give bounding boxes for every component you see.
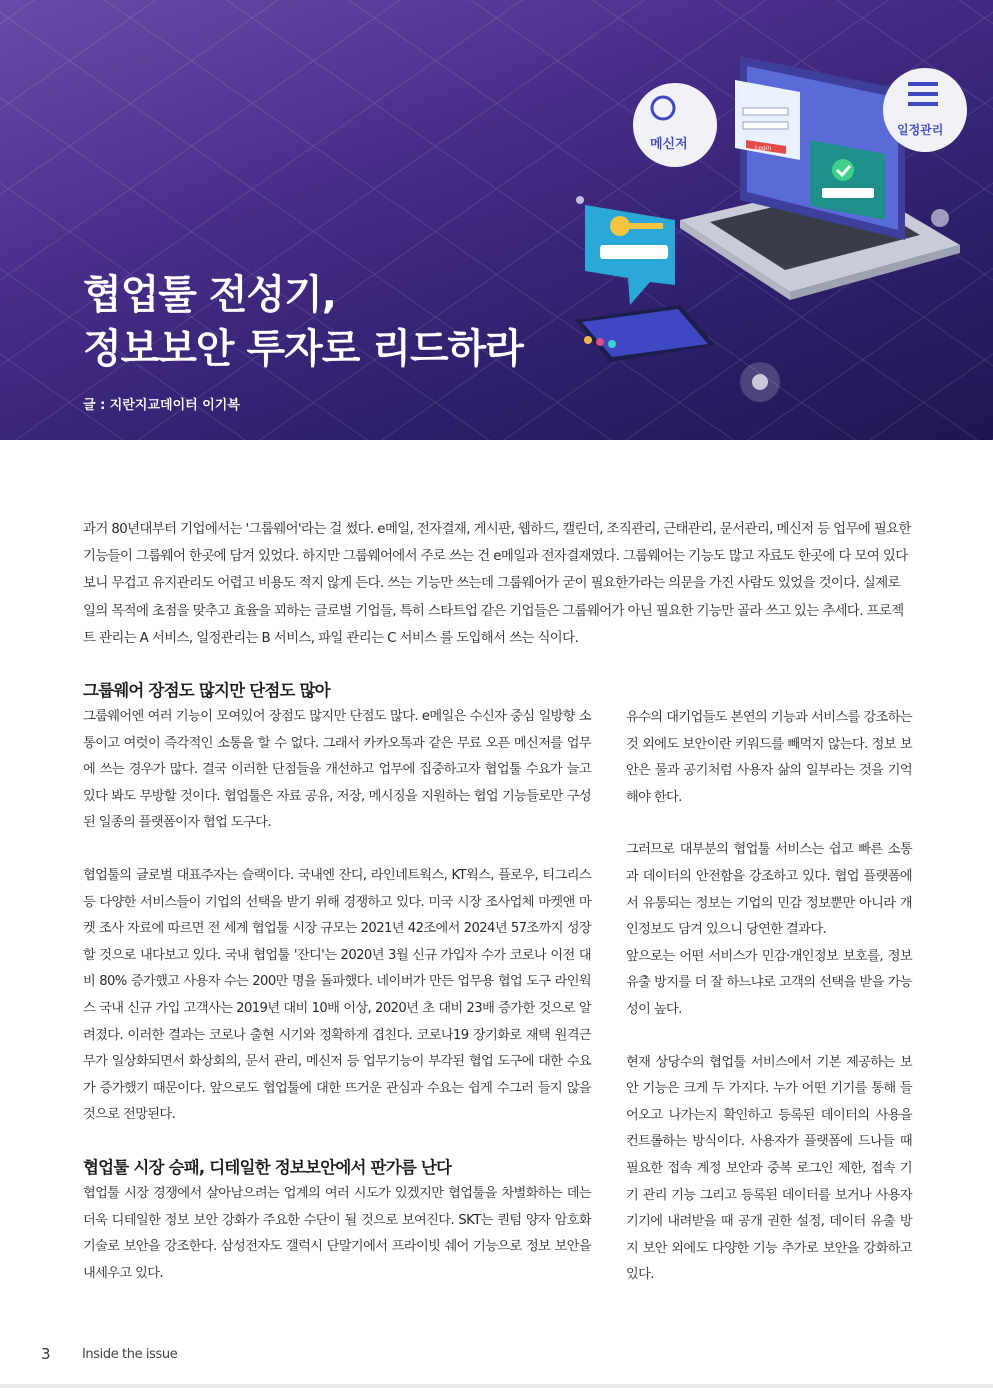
- right-paragraph-3: 현재 상당수의 협업툴 서비스에서 기본 제공하는 보안 기능은 크게 두 가지다. 누가 어떤 기기를 통해 들어오고 나가는지 확인하고 등록된 데이터의 사용을 컨트롤하는 방식이다. 사용자가 플랫폼에 드나들 때 필요한 접속 계정 보안과 중복 로그인 제한, 접속 기기 관리 기능 그리고 등록된 데이터를 보거나 사용자 기기에 내려받을 때 공개 권한 설정, 데이터 유출 방지 보안 외에도 다양한 기능 추가로 보안을 강화하고 있다.: [626, 1054, 912, 1283]
- section1-paragraph-1: 그룹웨어엔 여러 기능이 모여있어 장점도 많지만 단점도 많다. e메일은 수신자 중심 일방향 소통이고 여럿이 즉각적인 소통을 할 수 없다. 그래서 카카오톡과 같은 무료 오픈 메신저를 업무에 쓰는 경우가 많다. 결국 이러한 단점들을 개선하고 업무에 집중하고자 협업툴 수요가 늘고 있다 봐도 무방할 것이다. 협업툴은 자료 공유, 저장, 메시징을 지원하는 협업 기능들로만 구성된 일종의 플랫폼이자 협업 도구다.: [83, 709, 591, 831]
- intro-paragraph: 과거 80년대부터 기업에서는 '그룹웨어'라는 걸 썼다. e메일, 전자결재, 게시판, 웹하드, 캘린더, 조직관리, 근태관리, 문서관리, 메신저 등 업무에 필요한 기능들이 그룹웨어 한곳에 담겨 있었다. 하지만 그룹웨어에서 주로 쓰는 건 e메일과 전자결재였다. 그룹웨어는 기능도 많고 자료도 한곳에 다 모여 있다 보니 무겁고 유지관리도 어렵고 비용도 적지 않게 든다. 쓰는 기능만 쓰는데 그룹웨어가 굳이 필요한가라는 의문을 가진 사람도 있었을 것이다. 실제로 일의 목적에 초점을 맞추고 효율을 꾀하는 글로벌 기업들, 특히 스타트업 같은 기업들은 그룹웨어가 아닌 필요한 기능만 골라 쓰고 있는 추세다. 프로젝트 관리는 A 서비스, 일정관리는 B 서비스, 파일 관리는 C 서비스 를 도입해서 쓰는 식이다.: [83, 522, 911, 646]
- hero-banner: [0, 0, 993, 440]
- right-paragraph-2a: 그러므로 대부분의 협업툴 서비스는 쉽고 빠른 소통과 데이터의 안전함을 강조하고 있다. 협업 플랫폼에서 유통되는 정보는 기업의 민감 정보뿐만 아니라 개인정보도 담겨 있으니 당연한 결과다.: [626, 842, 912, 938]
- footer-divider: [0, 1384, 993, 1388]
- section-heading-groupware: 그룹웨어 장점도 많지만 단점도 많아: [83, 681, 330, 700]
- title-line-1: 협업툴 전성기,: [83, 272, 336, 318]
- right-column: [626, 705, 912, 1289]
- page-number: 3: [41, 1345, 51, 1363]
- section-heading-security: 협업툴 시장 승패, 디테일한 정보보안에서 판가름 난다: [83, 1157, 452, 1177]
- section2-paragraph-1: 협업툴 시장 경쟁에서 살아남으려는 업계의 여러 시도가 있겠지만 협업툴을 차별화하는 데는 더욱 디테일한 정보 보안 강화가 주요한 수단이 될 것으로 보여진다. SKT는 퀀텀 양자 암호화 기술로 보안을 강조한다. 삼성전자도 갤럭시 단말기에서 프라이빗 쉐어 기능으로 정보 보안을 내세우고 있다.: [83, 1185, 591, 1281]
- author-byline: 글 : 지란지교데이터 이기복: [83, 398, 240, 413]
- page-title: [83, 268, 523, 376]
- footer-section-label: Inside the issue: [82, 1347, 178, 1362]
- login-button-label: Login: [755, 145, 772, 152]
- laptop-security-illustration: [560, 30, 990, 430]
- right-paragraph-1: 유수의 대기업들도 본연의 기능과 서비스를 강조하는 것 외에도 보안이란 키워드를 빼먹지 않는다. 정보 보안은 물과 공기처럼 사용자 삶의 일부라는 것을 기억해야 한다.: [626, 710, 912, 805]
- schedule-label: 일정관리: [897, 123, 944, 137]
- right-paragraph-2b: 앞으로는 어떤 서비스가 민감·개인정보 보호를, 정보 유출 방지를 더 잘 하느냐로 고객의 선택을 받을 가능성이 높다.: [626, 948, 912, 1017]
- section1-paragraph-2: 협업툴의 글로벌 대표주자는 슬랙이다. 국내엔 잔디, 라인네트웍스, KT웍스, 플로우, 티그리스 등 다양한 서비스들이 기업의 선택을 받기 위해 경쟁하고 있다. 미국 시장 조사업체 마켓앤 마켓 조사 자료에 따르면 전 세계 협업툴 시장 규모는 2021년 42조에서 2024년 57조까지 성장할 것으로 내다보고 있다. 국내 협업툴 '잔디'는 2020년 3월 신규 가입자 수가 코로나 이전 대비 80% 증가했고 사용자 수는 200만 명을 돌파했다. 네이버가 만든 업무용 협업 도구 라인웍스 국내 신규 가입 고객사는 2019년 대비 10배 이상, 2020년 초 대비 23배 증가한 것으로 알려졌다. 이러한 결과는 코로나 출현 시기와 정확하게 겹친다. 코로나19 장기화로 재택 원격근무가 일상화되면서 화상회의, 문서 관리, 메신저 등 업무기능이 부각된 협업 도구에 대한 수요가 증가했기 때문이다. 앞으로도 협업툴에 대한 뜨거운 관심과 수요는 쉽게 수그러 들지 않을 것으로 전망된다.: [83, 867, 591, 1123]
- messenger-label: 메신저: [650, 137, 688, 152]
- left-column: [83, 678, 591, 1287]
- title-line-2: 정보보안 투자로 리드하라: [83, 326, 523, 372]
